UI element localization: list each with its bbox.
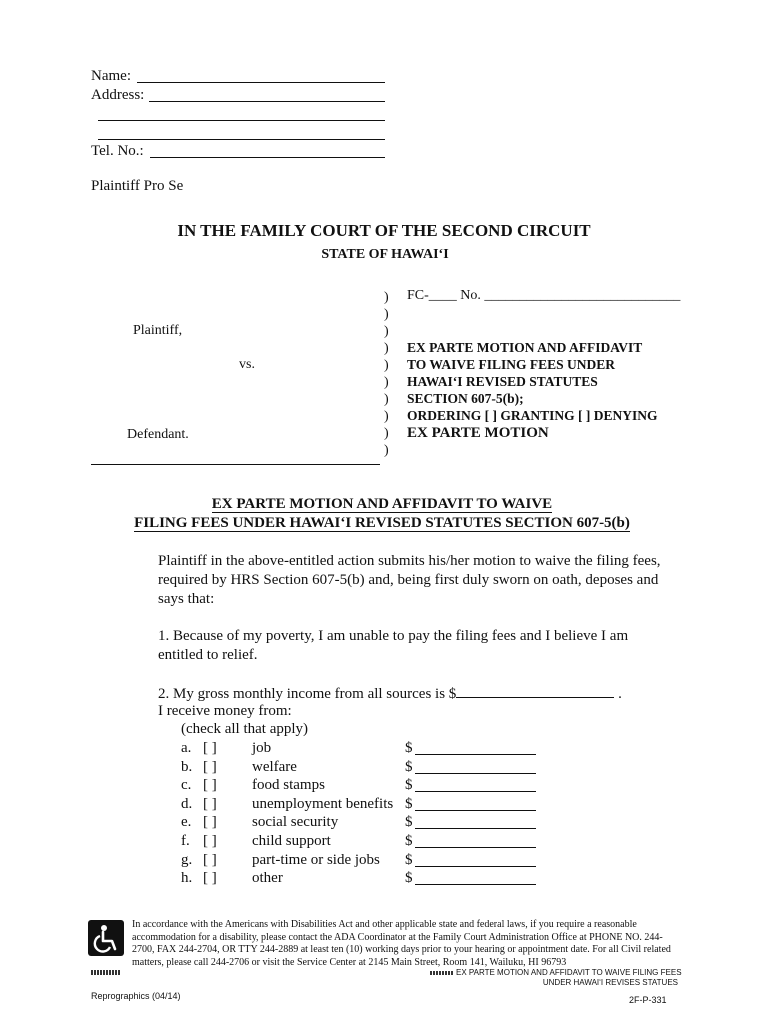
tel-label: Tel. No.: [91,143,144,159]
dollar-sign: $ [405,758,413,775]
intro-line-3: says that: [158,591,215,607]
address-field-1[interactable] [149,101,385,102]
form-title-line1 [430,968,682,978]
amount-field[interactable] [415,834,536,848]
wheelchair-icon [88,920,124,956]
item-letter: h. [181,870,193,887]
list-item [181,795,541,814]
checkbox[interactable]: [ ] [203,777,217,794]
dollar-sign: $ [405,777,413,794]
document-title-line: HAWAI‘I REVISED STATUTES [407,374,598,389]
dollar-sign: $ [405,851,413,868]
document-title-line: ORDERING [ ] GRANTING [ ] DENYING [407,408,658,423]
dollar-sign: $ [405,795,413,812]
address-field-2[interactable] [98,120,385,121]
dollar-sign: $ [405,814,413,831]
amount-field[interactable] [415,778,536,792]
reprographics-label: Reprographics (04/14) [91,991,181,1001]
barcode-left [91,970,121,975]
list-item [181,851,541,870]
checkbox[interactable]: [ ] [203,851,217,868]
item1-line-2: entitled to relief. [158,647,258,663]
item2-line-1 [158,684,622,703]
caption-parens: ) ) ) ) ) ) ) ) ) ) [384,290,389,458]
intro-line-1: Plaintiff in the above-entitled action submits his/her motion to waive the filing fees, [158,553,661,569]
item-letter: c. [181,777,192,794]
dollar-sign: $ [405,870,413,887]
source-label: part-time or side jobs [252,851,380,868]
tel-field[interactable] [150,157,385,158]
plaintiff-label: Plaintiff, [133,323,183,338]
address-row [91,87,144,104]
document-title [407,339,658,424]
document-title-line: SECTION 607-5(b); [407,391,524,406]
document-title-line: TO WAIVE FILING FEES UNDER [407,357,616,372]
motion-heading-line1: EX PARTE MOTION AND AFFIDAVIT TO WAIVE [211,496,553,512]
list-item [181,813,541,832]
defendant-label: Defendant. [127,427,189,442]
checkbox[interactable]: [ ] [203,832,217,849]
amount-field[interactable] [415,853,536,867]
item2-text: 2. My gross monthly income from all sources is $ [158,686,457,702]
item-letter: d. [181,795,193,812]
source-label: social security [252,814,339,831]
item2-line-2: I receive money from: [158,703,292,719]
amount-field[interactable] [415,797,536,811]
item-letter: b. [181,758,193,775]
list-item [181,832,541,851]
name-row [91,68,131,85]
amount-field[interactable] [415,871,536,885]
source-label: job [252,740,272,756]
caption-divider [91,464,380,465]
court-title: IN THE FAMILY COURT OF THE SECOND CIRCUIT [177,221,591,240]
item-letter: e. [181,814,192,831]
list-item [181,739,541,758]
checkbox[interactable]: [ ] [203,795,217,812]
income-sources-list [181,739,541,888]
party-label: Plaintiff Pro Se [91,178,184,194]
form-title-line2: UNDER HAWAI‘I REVISES STATUES [542,978,678,987]
check-instruction: (check all that apply) [181,721,309,737]
list-item [181,758,541,777]
tel-row [91,143,144,160]
source-label: welfare [252,758,297,775]
monthly-income-field[interactable] [456,684,614,698]
address-field-3[interactable] [98,139,385,140]
amount-field[interactable] [415,741,536,755]
name-label: Name: [91,68,131,84]
document-title-line: EX PARTE MOTION AND AFFIDAVIT [407,340,643,355]
case-number[interactable]: FC-____ No. ____________________________ [407,288,681,303]
address-label: Address: [91,87,145,103]
item1-line-1: 1. Because of my poverty, I am unable to pay the filing fees and I believe I am [158,628,629,644]
ada-notice: In accordance with the Americans with Disabilities Act and other applicable state and federal laws, if you require a reasonable accommodation for a disability, please contact the ADA Coordinator at the Family Court Administration Office at PHONE NO. 244-2700, FAX 244-2704, OR TTY 244-2889 at least ten (10) working days prior to your hearing or appointment date. For all Civil related matters, please call 244-2706 or visit the Service Center at 2145 Main Street, Room 141, Wailuku, HI 96793 [132,919,671,968]
form-number: 2F-P-331 [629,995,667,1005]
amount-field[interactable] [415,760,536,774]
motion-heading-line2: FILING FEES UNDER HAWAI‘I REVISED STATUTES SECTION 607-5(b) [134,515,630,531]
dollar-sign: $ [405,740,413,756]
item-letter: g. [181,851,193,868]
source-label: unemployment benefits [252,795,394,812]
item2-period: . [618,686,622,702]
item-letter: a. [181,740,192,756]
source-label: food stamps [252,777,325,794]
checkbox[interactable]: [ ] [203,758,217,775]
source-label: child support [252,832,331,849]
court-state: STATE OF HAWAI‘I [321,247,449,262]
item-letter: f. [181,832,190,849]
intro-line-2: required by HRS Section 607-5(b) and, being first duly sworn on oath, deposes and [158,572,659,588]
list-item [181,776,541,795]
form-title-text: EX PARTE MOTION AND AFFIDAVIT TO WAIVE FILING FEES [456,968,682,977]
checkbox[interactable]: [ ] [203,814,217,831]
form-title-footer [430,968,682,988]
checkbox[interactable]: [ ] [203,870,217,887]
vs-label: vs. [239,357,255,372]
amount-field[interactable] [415,815,536,829]
checkbox[interactable]: [ ] [203,740,217,756]
source-label: other [252,870,283,887]
list-item [181,869,541,888]
dollar-sign: $ [405,832,413,849]
document-title-last-line: EX PARTE MOTION [407,425,549,441]
name-field[interactable] [137,82,385,83]
barcode-right [430,971,454,975]
